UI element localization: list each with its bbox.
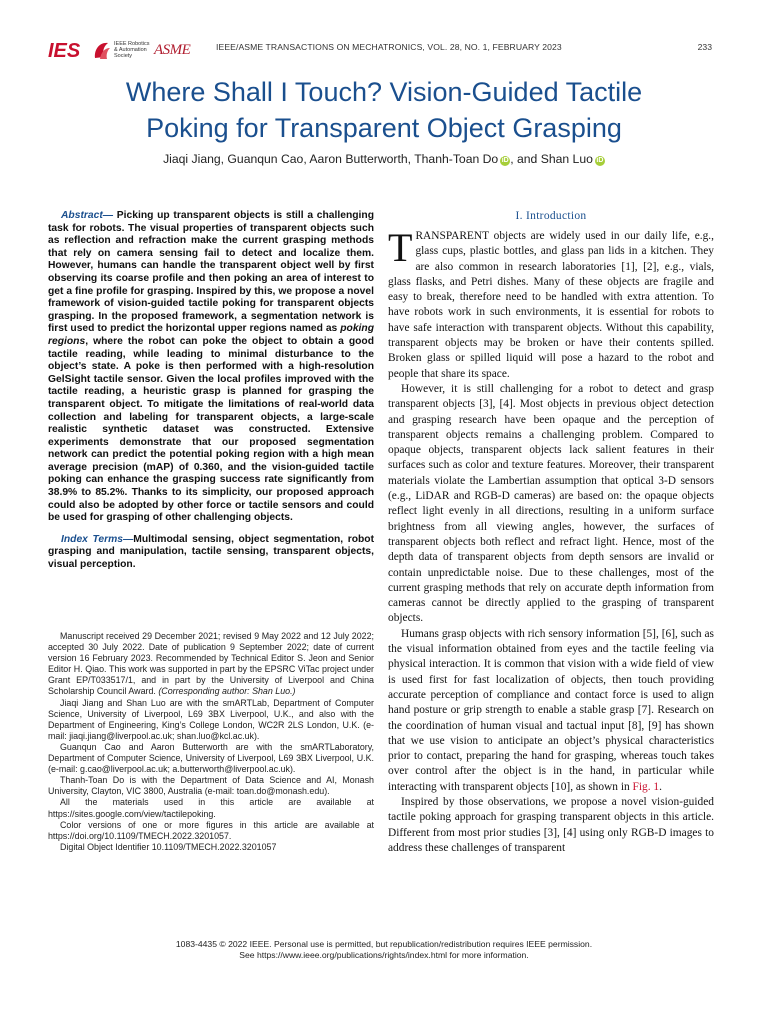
asme-logo: ASME xyxy=(154,41,191,58)
footnote-doi: Digital Object Identifier 10.1109/TMECH.2022.3201057 xyxy=(60,841,277,852)
paper-title-line-1: Where Shall I Touch? Vision-Guided Tactile xyxy=(125,77,643,107)
left-column xyxy=(48,210,374,572)
orcid-icon[interactable]: iD xyxy=(501,157,509,164)
ras-logo-icon xyxy=(92,39,112,61)
ras-logo-text: IEEE Robotics & Automation Society xyxy=(114,41,150,59)
paper-title xyxy=(40,74,728,146)
journal-name: IEEE/ASME TRANSACTIONS ON MECHATRONICS, VOL. 28, NO. 1, FEBRUARY 2023 xyxy=(216,42,562,52)
ies-logo-icon xyxy=(48,38,88,62)
intro-paragraph-1-text: objects are widely used in our daily life, e.g., glass cups, plastic bottles, and glass pan lids in a kitchen. They are also common in research laboratories [1], [2], e.g., vials, glass flasks, and Petri dishes. Many of these objects are fragile and easy to break, therefore need to be handled with extra attention. To have robots work in such environments, it is essential for robots to have safe interaction with transparent objects. Without this capability, transparent objects may be broken or have their contents spilled. Broken glass or spilled liquid will pose a hazard to the robot and people that share its space. xyxy=(388,230,714,380)
section-heading-introduction: I. Introduction xyxy=(515,210,587,222)
intro-paragraph-3: Humans grasp objects with rich sensory information [5], [6], such as the visual information obtained from eyes and the tactile feeling via physical interaction. It is common that vision with a wide field of view is used first for fast localization of objects, then touch providing accurate perception of compliance and contact force is used to align hand posture or grip strength to enable a stable grasp [7]. Research on the coordination of human visual and tactual input [8], [9] has shown that we use vision to anticipate an object’s physical characteristics prior to contact, preparing the hand for grasping, whereas touch takes over control after the object is in the hand, in particular while interacting with transparent objects [10], as shown in Fig. 1. xyxy=(388,627,714,793)
publisher-logos xyxy=(48,38,190,62)
rights-link[interactable]: See https://www.ieee.org/publications/rights/index.html for more information. xyxy=(239,950,529,960)
footnote-affiliation-3: Thanh-Toan Do is with the Department of Data Science and AI, Monash University, Clayton, VIC 3800, Australia (e-mail: toan.do@monash.edu). xyxy=(48,775,374,797)
footnote-materials-link[interactable]: All the materials used in this article are available at https://sites.google.com/view/tactilepoking. xyxy=(48,797,374,819)
footnote-received: Manuscript received 29 December 2021; revised 9 May 2022 and 12 July 2022; accepted 30 July 2022. Date of publication 9 September 2022; date of current version 16 February 2023. Recommended by Technical Editor S. Jeon and Senior Editor H. Qiao. This work was supported in part by the EPSRC ViTac project under Grant EP/T033517/1, and in part by the University of Liverpool and China Scholarship Council Award. (Corresponding author: Shan Luo.) xyxy=(48,631,374,697)
index-terms xyxy=(48,534,374,572)
svg-text:IES: IES xyxy=(48,40,81,62)
intro-paragraph-1 xyxy=(388,225,714,382)
corresponding-author-note: (Corresponding author: Shan Luo.) xyxy=(158,686,296,697)
abstract-label: Abstract— xyxy=(61,210,114,221)
footnote-affiliation-2: Guanqun Cao and Aaron Butterworth are with the smARTLaboratory, Department of Computer Science, University of Liverpool, L69 3BX Liverpool, U.K. (e-mail: g.cao@liverpool.ac.uk; a.butterworth@liverpool.ac.uk). xyxy=(48,741,374,775)
intro-caps-word: RANSPARENT xyxy=(415,230,489,242)
figure-1-link[interactable]: Fig. 1 xyxy=(632,780,660,793)
copyright-footer xyxy=(40,939,728,961)
drop-cap: T xyxy=(388,225,413,270)
page-number: 233 xyxy=(697,42,712,52)
page-header xyxy=(48,36,720,66)
abstract-text-1: Picking up transparent objects is still a challenging task for robots. The visual properties of transparent objects such as reflection and refraction make the current grasping methods that rely on camera sensing fail to detect and localize them. However, humans can handle the transparent object well by first observing its coarse profile and then poking an area of interest to get a fine profile for grasping. Inspired by this, we propose a novel framework of vision-guided tactile poking for transparent objects grasping. In the proposed framework, a segmentation network is first used to predict the horizontal upper regions named as xyxy=(48,210,374,335)
paper-title-line-2: Poking for Transparent Object Grasping xyxy=(146,113,622,143)
copyright-line: 1083-4435 © 2022 IEEE. Personal use is permitted, but republication/redistribution requires IEEE permission. xyxy=(175,939,593,949)
footnote-color-link[interactable]: Color versions of one or more figures in this article are available at https://doi.org/10.1109/TMECH.2022.3201057. xyxy=(48,819,374,841)
intro-paragraph-2: However, it is still challenging for a robot to detect and grasp transparent objects [3], [4]. Most objects in previous object detection and grasping research have been opaque and the perception of transparent objects remains a challenging problem. Compared to opaque objects, transparent objects lack salient features in their surfaces such as color and texture features. Moreover, their transparent materials violate the Lambertian assumption that optical 3-D sensors (e.g., LiDAR and RGB-D cameras) are based on: the opaque objects reflect light evenly in all directions, resulting in a uniform surface brightness from all viewing angles, however, the surfaces of transparent objects both reflect and refract light. Hence, most of the depth data of transparent objects from depth sensors are invalid or contain unpredictable noise. Due to these challenges, most of the current grasping methods that rely on accurate depth information from cameras cannot be directly applied to the grasping of transparent objects. xyxy=(388,382,714,625)
ras-logo xyxy=(92,39,150,61)
intro-paragraph-4: Inspired by those observations, we propose a novel vision-guided tactile poking approach for grasping transparent objects in this article. Different from most prior studies [3], [4] using only RGB-D images to address these challenges of transparent xyxy=(388,795,714,854)
authors-part-2: , and Shan Luo xyxy=(510,152,593,166)
abstract-italic-term: poking regions xyxy=(48,323,374,347)
right-column xyxy=(388,210,714,856)
index-terms-label: Index Terms— xyxy=(61,533,134,545)
author-list xyxy=(40,152,728,166)
authors-part-1: Jiaqi Jiang, Guanqun Cao, Aaron Butterworth, Thanh-Toan Do xyxy=(163,152,499,166)
abstract xyxy=(48,210,374,525)
orcid-icon[interactable]: iD xyxy=(596,157,604,164)
footnotes xyxy=(48,631,374,853)
footnote-affiliation-1: Jiaqi Jiang and Shan Luo are with the smARTLab, Department of Computer Science, University of Liverpool, L69 3BX Liverpool, U.K., and also with the Department of Engineering, King’s College London, WC2R 2LS London, U.K. (e-mail: jiaqi.jiang@liverpool.ac.uk; shan.luo@kcl.ac.uk). xyxy=(48,697,374,741)
abstract-text-2: , where the robot can poke the object to obtain a good tactile reading, while leading to minimal disturbance to the object’s state. A poke is then performed with a high-resolution GelSight tactile sensor. Given the local profiles improved with the tactile reading, a heuristic grasp is planned for grasping the transparent object. To mitigate the limitations of real-world data collection and labeling for transparent objects, a large-scale realistic synthetic dataset was constructed. Extensive experiments demonstrate that our proposed segmentation network can predict the potential poking region with a high mean average precision (mAP) of 0.360, and the vision-guided tactile poking can enhance the grasping success rate significantly from 38.9% to 85.2%. Thanks to its simplicity, our proposed approach could also be adopted by other force or tactile sensors and could be used for grasping of other challenging objects. xyxy=(48,335,374,524)
index-terms-text: Multimodal sensing, object segmentation, robot grasping and manipulation, tactile sensing, transparent objects, visual perception. xyxy=(48,533,374,571)
